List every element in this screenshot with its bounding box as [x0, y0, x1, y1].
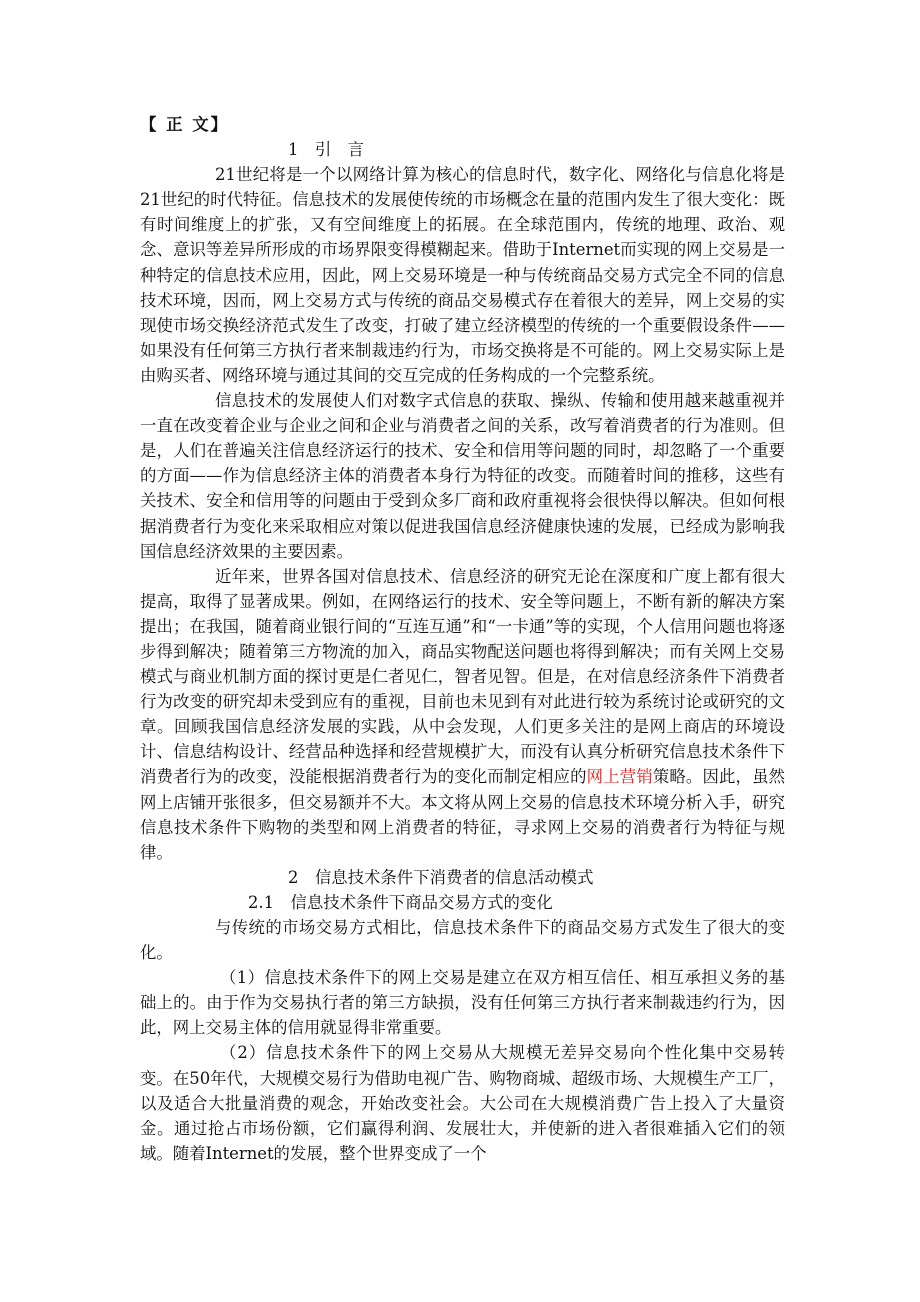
- paragraph-3-text-end: 策略。因此，虽然网上店铺开张很多，但交易额并不大。本文将从网上交易的信息技术环境分析入手，研究信息技术条件下购物的类型和网上消费者的特征，寻求网上交易的消费者行为特征与规律。: [140, 767, 786, 862]
- section-heading-introduction: 1 引 言: [288, 140, 364, 160]
- paragraph-4: 与传统的市场交易方式相比，信息技术条件下的商品交易方式发生了很大的变化。: [140, 918, 785, 963]
- document-body: [140, 112, 785, 1166]
- paragraph-2: 信息技术的发展使人们对数字式信息的获取、操纵、传输和使用越来越重视并一直在改变着企业与企业之间和企业与消费者之间的关系，改写着消费者的行为准则。但是，人们在普遍关注信息经济运行的技术、安全和信用等问题的同时，却忽略了一个重要的方面——作为信息经济主体的消费者本身行为特征的改变。而随着时间的推移，这些有关技术、安全和信用等的问题由于受到众多厂商和政府重视将会很快得以解决。但如何根据消费者行为变化来采取相应对策以促进我国信息经济健康快速的发展，已经成为影响我国信息经济效果的主要因素。: [140, 391, 785, 561]
- list-item-2: （2）信息技术条件下的网上交易从大规模无差异交易向个性化集中交易转变。在50年代，大规模交易行为借助电视广告、购物商城、超级市场、大规模生产工厂，以及适合大批量消费的观念，开始改变社会。大公司在大规模消费广告上投入了大量资金。通过抢占市场份额，它们赢得利润、发展壮大，并使新的进入者很难插入它们的领域。随着Internet的发展，整个世界变成了一个: [140, 1043, 785, 1163]
- body-label: 【 正 文】: [140, 115, 229, 134]
- paragraph-3: [140, 564, 785, 865]
- paragraph-3-text-start: 近年来，世界各国对信息技术、信息经济的研究无论在深度和广度上都有很大提高，取得了显著成果。例如，在网络运行的技术、安全等问题上，不断有新的解决方案提出；在我国，随着商业银行间的“互连互通”和“一卡通”等的实现，个人信用问题也将逐步得到解决；随着第三方物流的加入，商品实物配送问题也将得到解决；而有关网上交易模式与商业机制方面的探讨更是仁者见仁，智者见智。但是，在对信息经济条件下消费者行为改变的研究却未受到应有的重视，目前也未见到有对此进行较为系统讨论或研究的文章。回顾我国信息经济发展的实践，从中会发现，人们更多关注的是网上商店的环境设计、信息结构设计、经营品种选择和经营规模扩大，而没有认真分析研究信息技术条件下消费者行为的改变，没能根据消费者行为的变化而制定相应的: [140, 566, 785, 787]
- section-heading-2: 2 信息技术条件下消费者的信息活动模式: [288, 867, 594, 887]
- list-item-1: （1）信息技术条件下的网上交易是建立在双方相互信任、相互承担义务的基础上的。由于作为交易执行者的第三方缺损，没有任何第三方执行者来制裁违约行为，因此，网上交易主体的信用就显得非常重要。: [140, 968, 785, 1038]
- subsection-heading-2-1: 2.1 信息技术条件下商品交易方式的变化: [248, 892, 553, 912]
- online-marketing-link[interactable]: 网上营销: [586, 767, 653, 787]
- paragraph-1: 21世纪将是一个以网络计算为核心的信息时代，数字化、网络化与信息化将是21世纪的时代特征。信息技术的发展使传统的市场概念在量的范围内发生了很大变化：既有时间维度上的扩张，又有空间维度上的拓展。在全球范围内，传统的地理、政治、观念、意识等差异所形成的市场界限变得模糊起来。借助于Internet而实现的网上交易是一种特定的信息技术应用，因此，网上交易环境是一种与传统商品交易方式完全不同的信息技术环境，因而，网上交易方式与传统的商品交易模式存在着很大的差异，网上交易的实现使市场交换经济范式发生了改变，打破了建立经济模型的传统的一个重要假设条件——如果没有任何第三方执行者来制裁违约行为，市场交换将是不可能的。网上交易实际上是由购买者、网络环境与通过其间的交互完成的任务构成的一个完整系统。: [140, 165, 785, 385]
